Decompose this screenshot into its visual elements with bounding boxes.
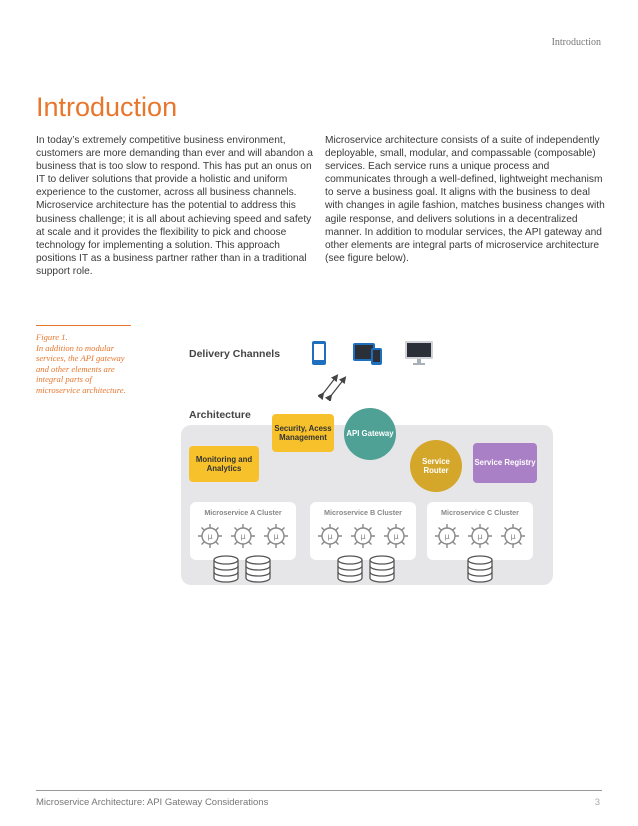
delivery-channels-title: Delivery Channels [189,348,281,360]
desktop-icon [404,340,434,366]
database-icon [212,555,240,583]
svg-text:μ: μ [393,532,399,541]
cluster-a-databases [212,555,272,583]
cluster-c [427,502,533,560]
cluster-c-databases [466,555,494,583]
svg-text:μ: μ [273,532,279,541]
database-icon [244,555,272,583]
phone-icon [311,340,327,366]
cluster-b-databases [336,555,396,583]
svg-text:μ: μ [240,532,246,541]
gear-icon [196,522,224,550]
gear-icon [433,522,461,550]
figure-rule [36,325,131,326]
gear-icon [499,522,527,550]
cluster-a-gears [190,522,296,550]
gear-icon [349,522,377,550]
gear-icon [316,522,344,550]
gear-icon [229,522,257,550]
figure-label: Figure 1. [36,332,68,342]
figure-caption [36,332,128,396]
svg-text:μ: μ [327,532,333,541]
bidirectional-arrows-icon [318,371,348,401]
cluster-c-label: Microservice C Cluster [441,508,519,517]
gear-icon [466,522,494,550]
footer-title: Microservice Architecture: API Gateway Considerations [36,797,269,808]
cluster-b-label: Microservice B Cluster [324,508,402,517]
gear-icon [382,522,410,550]
svg-text:μ: μ [444,532,450,541]
page-number: 3 [594,797,600,808]
cluster-b [310,502,416,560]
figure-caption-text: In addition to modular services, the API gateway and other elements are integral parts of microservice architecture. [36,342,126,395]
svg-text:μ: μ [207,532,213,541]
svg-text:μ: μ [510,532,516,541]
tablet-icon [352,340,384,366]
service-router-circle: Service Router [410,440,462,492]
database-icon [466,555,494,583]
architecture-title: Architecture [189,409,251,421]
cluster-b-gears [310,522,416,550]
monitoring-box: Monitoring and Analytics [189,446,259,482]
cluster-a [190,502,296,560]
gear-icon [262,522,290,550]
svg-text:μ: μ [360,532,366,541]
footer-rule [36,790,602,791]
intro-paragraph-right: Microservice architecture consists of a suite of independently deployable, small, modular, and compassable (composable) services. Each service runs a unique process and communicates through a well-defined, lightweight mechanism to serve a business goal. It aligns with the business to deal with changes in agile fashion, matches business changes with agile response, and delivers solutions in a decentralized manner. In addition to modular services, the API gateway and other elements are integral parts of microservice architecture (see figure below). [325,135,605,264]
intro-paragraph-left: In today’s extremely competitive business environment, customers are more demanding than ever and will abandon a business that is too slow to respond. This has put an onus on IT to deliver solutions that provide a holistic and uniform experience to the customer, across all business channels. Microservice architecture has the potential to address this business challenge; it is all about achieving speed and safety at scale and it provides the flexibility to pick and choose technology for implementing a solution. This approach positions IT as a business partner rather than in a traditional support role. [36,135,313,277]
section-title: Introduction [36,92,178,122]
database-icon [336,555,364,583]
security-box: Security, Acess Management [272,414,334,452]
cluster-c-gears [427,522,533,550]
cluster-a-label: Microservice A Cluster [204,508,282,517]
running-head: Introduction [551,37,601,48]
service-registry-box: Service Registry [473,443,537,483]
svg-text:μ: μ [477,532,483,541]
api-gateway-circle: API Gateway [344,408,396,460]
database-icon [368,555,396,583]
